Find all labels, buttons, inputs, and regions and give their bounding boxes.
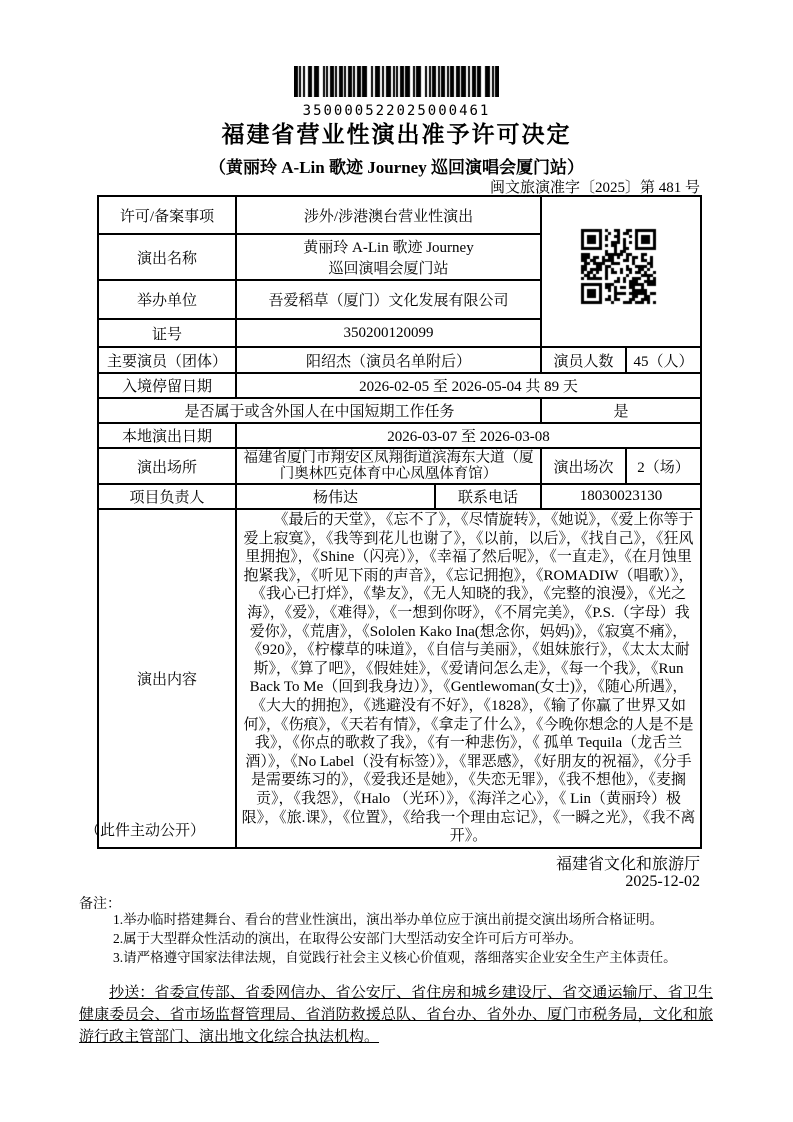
issue-date: 2025-12-02 — [625, 873, 700, 890]
sessions-value: 2（场） — [626, 448, 701, 484]
performer-count-label: 演员人数 — [541, 347, 626, 373]
note-item: 2.属于大型群众性活动的演出，在取得公安部门大型活动安全许可后方可举办。 — [113, 931, 583, 946]
qr-code-icon — [578, 226, 665, 313]
foreign-work-value: 是 — [541, 398, 701, 423]
table-row — [98, 347, 701, 373]
cert-no-value: 350200120099 — [236, 319, 541, 347]
cert-no-label: 证号 — [98, 319, 236, 347]
table-row — [98, 509, 701, 848]
barcode-icon — [294, 66, 499, 97]
cc-label: 抄送： — [109, 985, 155, 1001]
show-name-value — [236, 234, 541, 280]
main-performer-label: 主要演员（团体） — [98, 347, 236, 373]
barcode-number: 350000522025000461 — [302, 103, 491, 119]
qr-code-cell — [541, 196, 701, 347]
table-row — [98, 448, 701, 484]
notes-list — [113, 910, 733, 967]
local-dates-value: 2026-03-07 至 2026-03-08 — [236, 423, 701, 448]
document-number: 闽文旅演准字〔2025〕第 481 号 — [489, 180, 700, 196]
foreign-work-label: 是否属于或含外国人在中国短期工作任务 — [98, 398, 541, 423]
show-name-line1: 黄丽玲 A-Lin 歌迹 Journey — [303, 240, 474, 256]
venue-label: 演出场所 — [98, 448, 236, 484]
issuer-name: 福建省文化和旅游厅 — [555, 856, 700, 873]
page-subtitle: （黄丽玲 A-Lin 歌迹 Journey 巡回演唱会厦门站） — [209, 158, 584, 177]
table-row — [98, 484, 701, 509]
permit-table — [97, 195, 702, 849]
content-value — [236, 509, 701, 848]
sessions-label: 演出场次 — [541, 448, 626, 484]
cc-text: 省委宣传部、省委网信办、省公安厅、省住房和城乡建设厅、省交通运输厅、省卫生健康委员会、省市场监督管理局、省消防救援总队、省台办、省外办、厦门市税务局，文化和旅游行政主管部门、演出地文化综合执法机构。 — [79, 985, 713, 1045]
phone-label: 联系电话 — [435, 484, 541, 509]
manager-label: 项目负责人 — [98, 484, 236, 509]
entry-stay-label: 入境停留日期 — [98, 373, 236, 398]
table-row — [98, 423, 701, 448]
performer-count-value: 45（人） — [626, 347, 701, 373]
cc-paragraph — [79, 982, 713, 1048]
permit-item-label: 许可/备案事项 — [98, 196, 236, 234]
phone-value: 18030023130 — [541, 484, 701, 509]
permit-item-value: 涉外/涉港澳台营业性演出 — [236, 196, 541, 234]
content-text: 《最后的天堂》，《忘不了》，《尽情旋转》，《她说》，《爱上你等于爱上寂寞》，《我等到花儿也谢了》，《以前，以后》，《找自己》，《狂风里拥抱》，《Shine（闪亮）》，《幸福了然后呢》，《一直走》，《在月蚀里抱紧我》，《听见下雨的声音》，《忘记拥抱》，《ROMADIW（唱歌）》，《我心已打烊》，《挚友》，《无人知晓的我》，《完整的浪漫》，《光之海》，《爱》，《难得》，《一想到你呀》，《不屑完美》，《P.S.（字母）我爱你》，《荒唐》，《Sololen Kako Ina(想念你，妈妈)》，《寂寞不痛》，《920》，《柠檬草的味道》，《自信与美丽》，《姐妹旅行》，《太太太耐斯》，《算了吧》，《假娃娃》，《爱请问怎么走》，《每一个我》，《Run Back To Me（回到我身边）》，《Gentlewoman(女士)》，《随心所遇》，《大大的拥抱》，《逃避没有不好》，《1828》，《输了你赢了世界又如何》，《伤痕》，《天若有情》，《拿走了什么》，《今晚你想念的人是不是我》，《你点的歌救了我》，《有一种悲伤》，《 孤单 Tequila（龙舌兰酒）》，《No Label（没有标签）》，《罪恶感》，《好朋友的祝福》，《分手是需要练习的》，《爱我还是她》，《失恋无罪》，《我不想他》，《麦搁贡》，《我怨》，《Halo （光环）》，《海洋之心》，《 Lin（黄丽玲）极限》，《旅.课》，《位置》，《给我一个理由忘记》，《一瞬之光》，《我不离开》。 — [241, 512, 696, 845]
local-dates-label: 本地演出日期 — [98, 423, 236, 448]
organizer-label: 举办单位 — [98, 280, 236, 319]
content-label: 演出内容 — [98, 509, 236, 848]
manager-value: 杨伟达 — [236, 484, 435, 509]
page-title: 福建省营业性演出准予许可决定 — [221, 121, 572, 147]
notes-label: 备注： — [79, 897, 121, 912]
show-name-line2: 巡回演唱会厦门站 — [328, 261, 449, 277]
table-row — [98, 196, 701, 234]
show-name-label: 演出名称 — [98, 234, 236, 280]
note-item: 1.举办临时搭建舞台、看台的营业性演出，演出举办单位应于演出前提交演出场所合格证明。 — [113, 912, 664, 927]
entry-stay-value: 2026-02-05 至 2026-05-04 共 89 天 — [236, 373, 701, 398]
venue-value: 福建省厦门市翔安区凤翔街道滨海东大道（厦门奥林匹克体育中心凤凰体育馆） — [236, 448, 541, 484]
note-item: 3.请严格遵守国家法律法规，自觉践行社会主义核心价值观，落细落实企业安全生产主体责任。 — [113, 950, 677, 965]
barcode-block — [0, 66, 793, 119]
table-row — [98, 373, 701, 398]
organizer-value: 吾爱稻草（厦门）文化发展有限公司 — [236, 280, 541, 319]
main-performer-value: 阳绍杰（演员名单附后） — [236, 347, 541, 373]
table-row — [98, 398, 701, 423]
disclosure-note: （此件主动公开） — [85, 823, 206, 839]
